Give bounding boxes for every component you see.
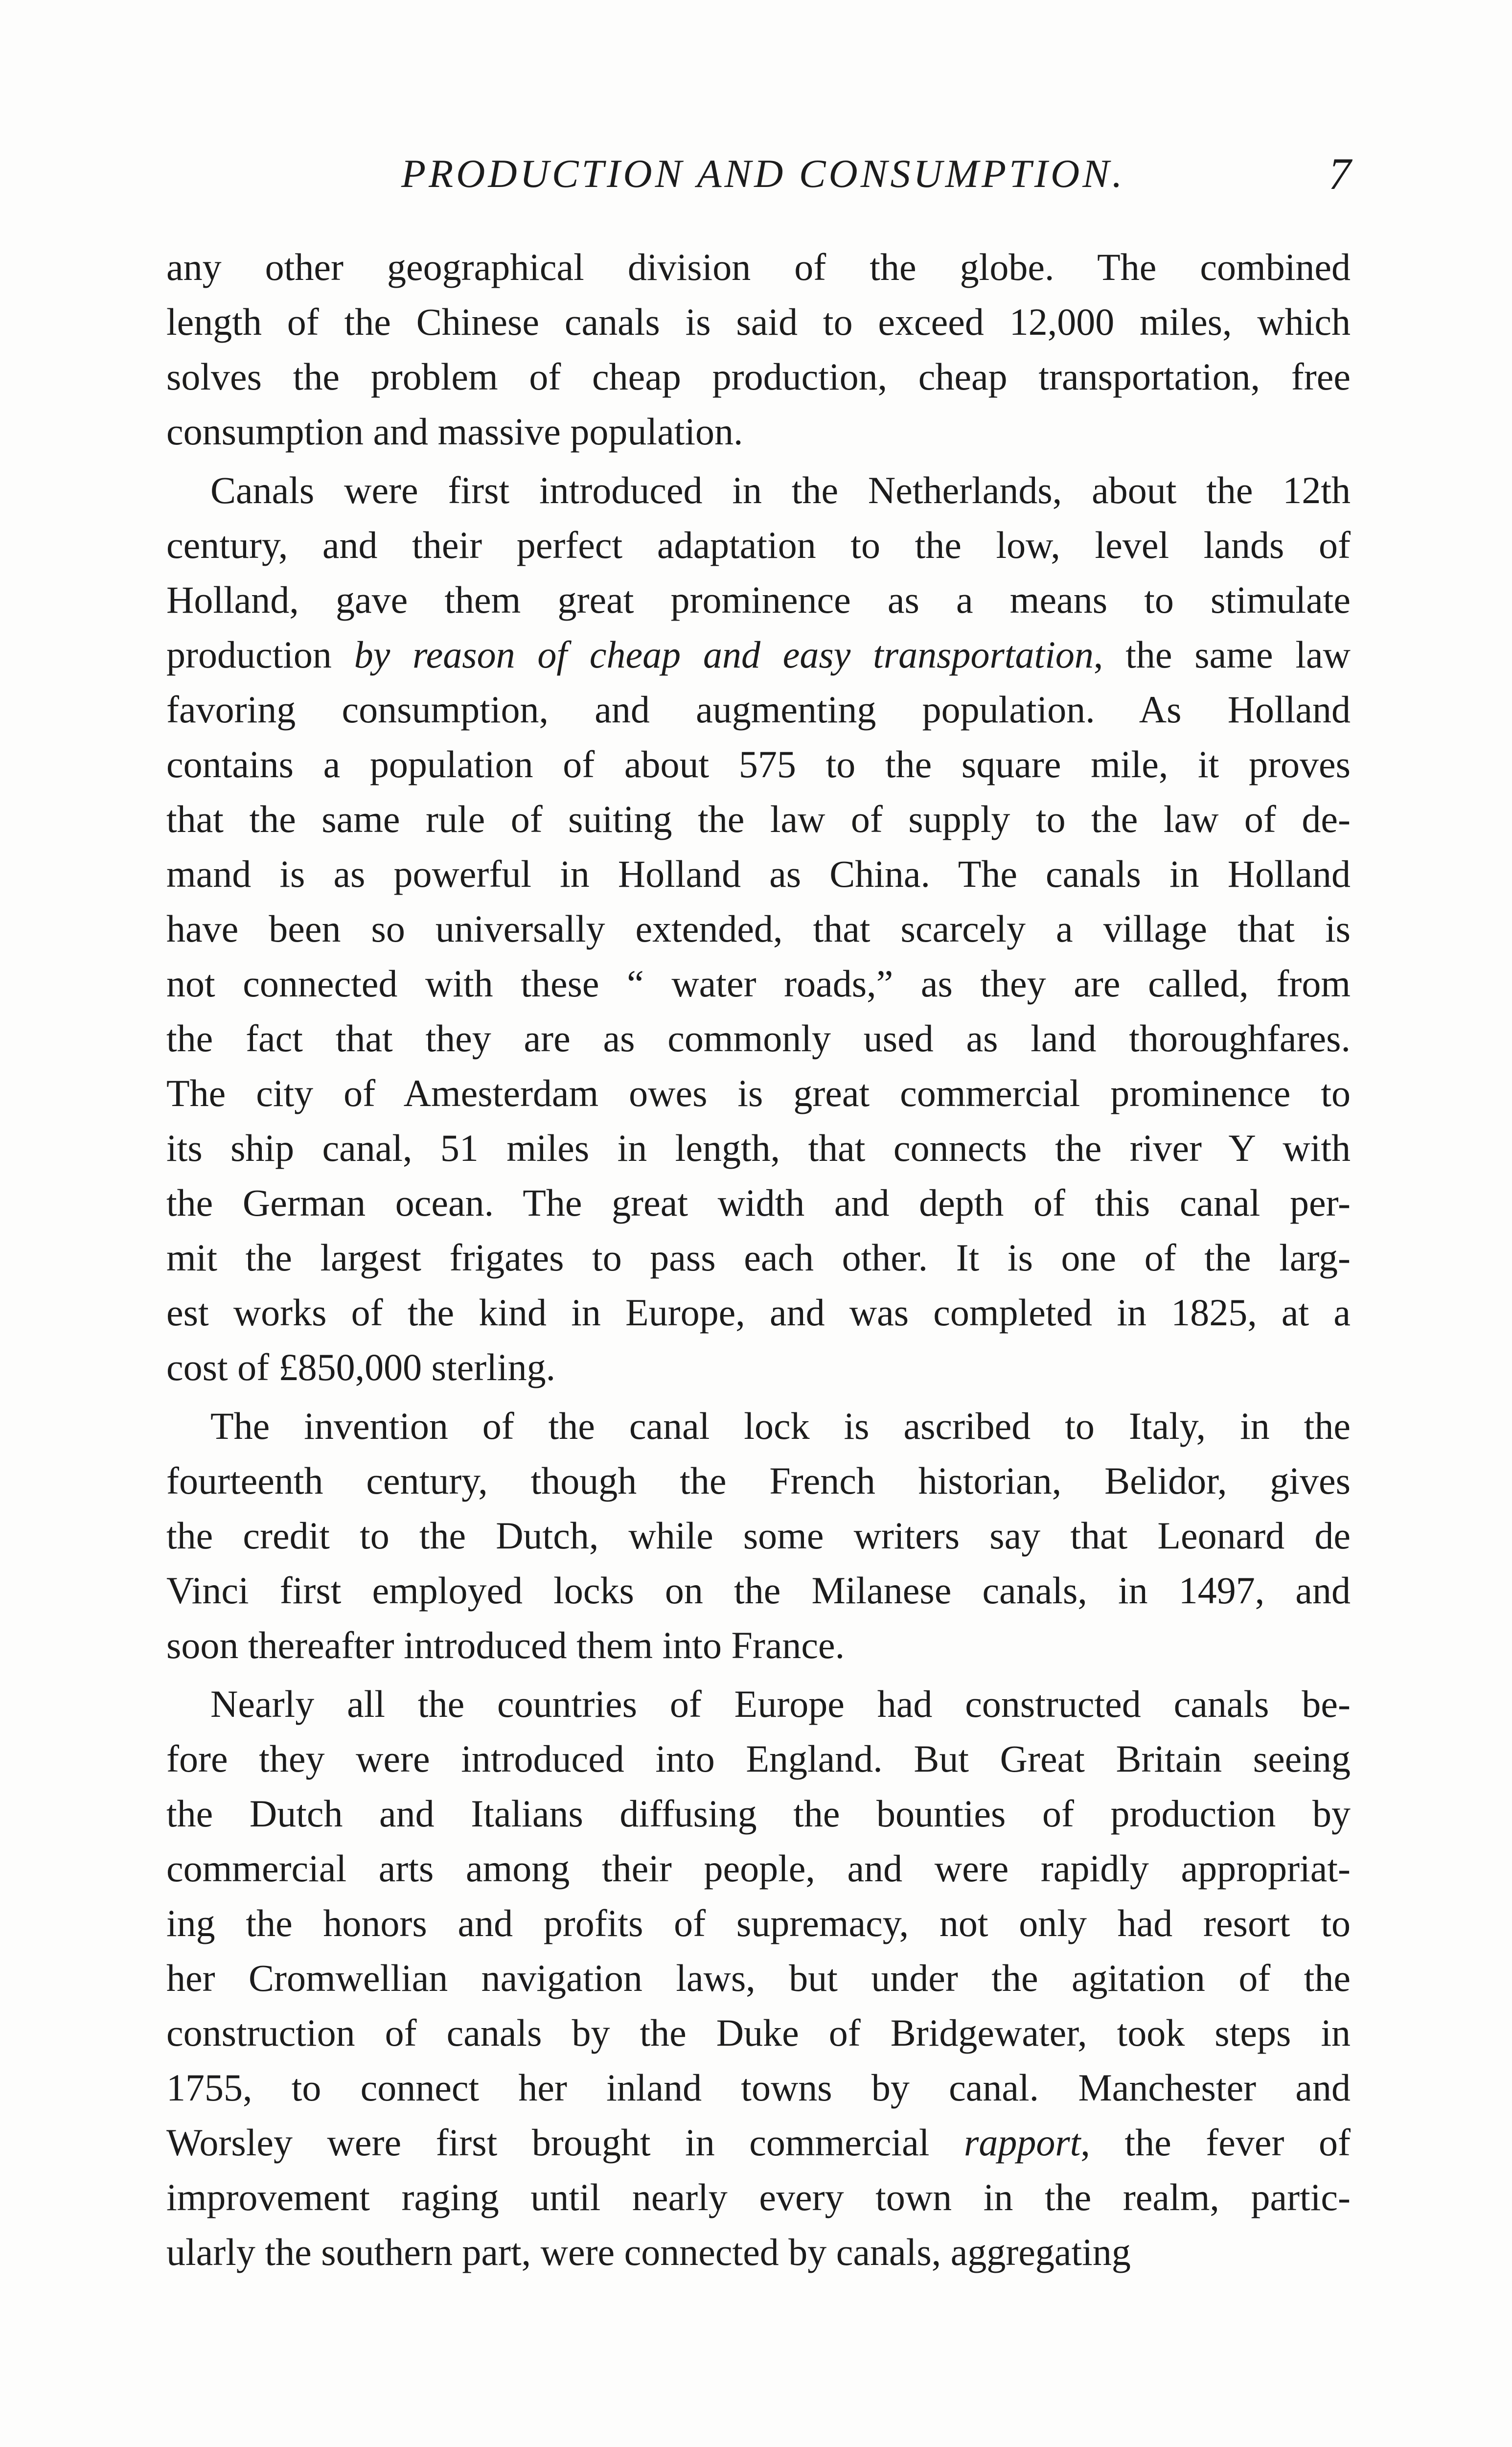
text-line: mand is as powerful in Holland as China. The canals in Holland [166, 853, 1351, 895]
text-line: have been so universally extended, that scarcely a village that is [166, 907, 1351, 950]
italic-phrase: by reason of cheap and easy transportation [354, 633, 1094, 676]
body-text [166, 240, 1351, 2280]
text-line: the German ocean. The great width and depth of this canal per- [166, 1181, 1351, 1224]
running-title: PRODUCTION AND CONSUMPTION. [401, 151, 1125, 196]
text-line: Vinci first employed locks on the Milanese canals, in 1497, and [166, 1569, 1351, 1612]
text-line: favoring consumption, and augmenting population. As Holland [166, 688, 1351, 731]
text-line: soon thereafter introduced them into France. [166, 1624, 845, 1666]
text-line: century, and their perfect adaptation to the low, level lands of [166, 524, 1351, 566]
text-run: , the fever of [1080, 2121, 1351, 2164]
text-line: fourteenth century, though the French historian, Belidor, gives [166, 1459, 1351, 1502]
text-line [166, 627, 1351, 682]
text-line [166, 2115, 1351, 2170]
text-line: the fact that they are as commonly used as land thoroughfares. [166, 1017, 1351, 1060]
text-line: Nearly all the countries of Europe had constructed canals be- [210, 1683, 1351, 1725]
paragraph [166, 463, 1351, 1395]
text-line: 1755, to connect her inland towns by canal. Manchester and [166, 2066, 1351, 2109]
text-line: improvement raging until nearly every town in the realm, partic- [166, 2176, 1351, 2218]
text-line: commercial arts among their people, and were rapidly appropriat- [166, 1847, 1351, 1890]
text-line: ing the honors and profits of supremacy, not only had resort to [166, 1902, 1351, 1944]
running-head [0, 147, 1512, 201]
text-line: construction of canals by the Duke of Bridgewater, took steps in [166, 2011, 1351, 2054]
text-line: that the same rule of suiting the law of supply to the law of de- [166, 798, 1351, 840]
text-line: cost of £850,000 sterling. [166, 1346, 556, 1388]
text-line: its ship canal, 51 miles in length, that connects the river Y with [166, 1127, 1351, 1169]
text-line: fore they were introduced into England. But Great Britain seeing [166, 1737, 1351, 1780]
paragraph [166, 240, 1351, 459]
text-line: est works of the kind in Europe, and was completed in 1825, at a [166, 1291, 1351, 1334]
text-line: her Cromwellian navigation laws, but under the agitation of the [166, 1957, 1351, 1999]
text-run: Worsley were first brought in commercial [166, 2121, 964, 2164]
text-line: not connected with these “ water roads,” as they are called, from [166, 962, 1351, 1005]
text-line: Holland, gave them great prominence as a means to stimulate [166, 578, 1351, 621]
text-run: production [166, 633, 354, 676]
text-line: Canals were first introduced in the Netherlands, about the 12th [210, 469, 1351, 511]
text-line: The city of Amesterdam owes is great commercial prominence to [166, 1072, 1351, 1114]
text-line: consumption and massive population. [166, 410, 743, 453]
text-line: length of the Chinese canals is said to exceed 12,000 miles, which [166, 300, 1351, 343]
text-line: the Dutch and Italians diffusing the bounties of production by [166, 1792, 1351, 1835]
text-line: solves the problem of cheap production, cheap transportation, free [166, 355, 1351, 398]
text-line: ularly the southern part, were connected by canals, aggregating [166, 2231, 1131, 2273]
text-line: contains a population of about 575 to the square mile, it proves [166, 743, 1351, 785]
text-line: any other geographical division of the globe. The combined [166, 246, 1351, 288]
text-line: mit the largest frigates to pass each other. It is one of the larg- [166, 1236, 1351, 1279]
italic-phrase: rapport [963, 2121, 1081, 2164]
text-line: The invention of the canal lock is ascribed to Italy, in the [210, 1405, 1351, 1447]
text-run: , the same law [1093, 633, 1351, 676]
page-number: 7 [1329, 149, 1351, 199]
text-line: the credit to the Dutch, while some writers say that Leonard de [166, 1514, 1351, 1557]
paragraph [166, 1677, 1351, 2280]
paragraph [166, 1399, 1351, 1673]
